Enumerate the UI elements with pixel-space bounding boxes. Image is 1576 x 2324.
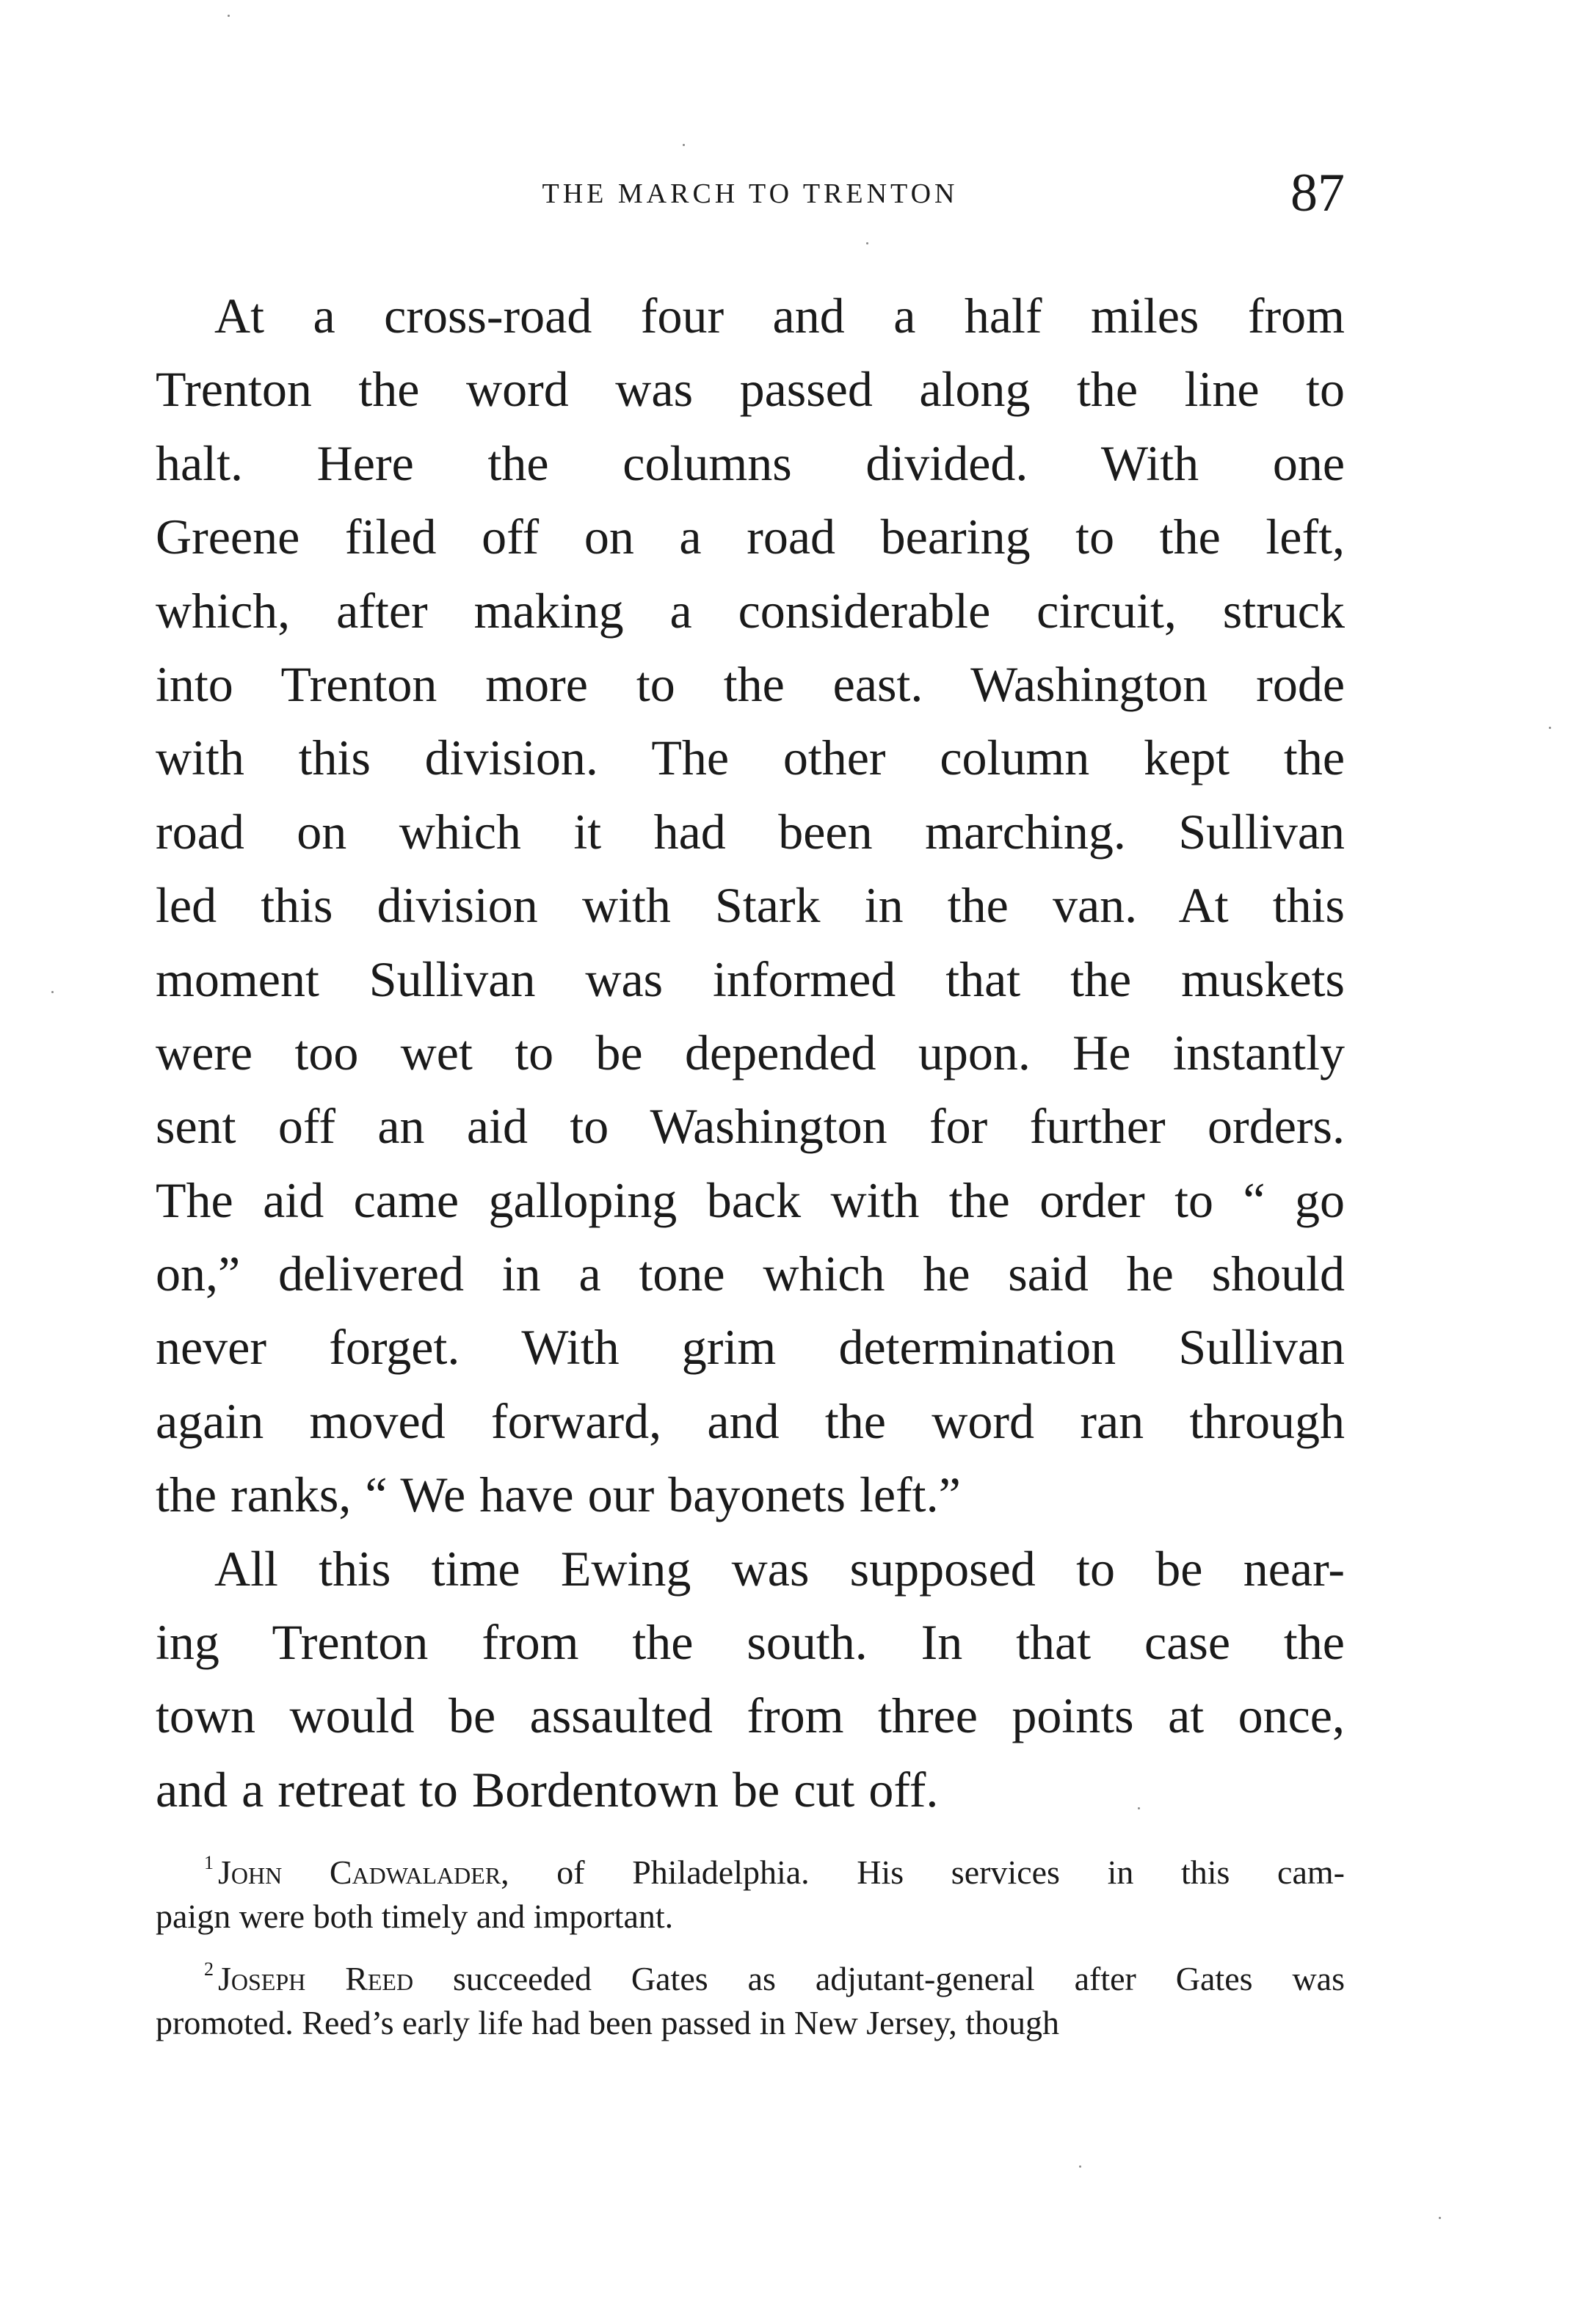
paper-speck	[51, 991, 54, 993]
page-number: 87	[1290, 163, 1345, 223]
text-line: Greene filed off on a road bearing to the left,	[156, 509, 1345, 565]
paper-speck	[1549, 727, 1551, 729]
footnote-line	[156, 1841, 1345, 1895]
text-line: town would be assaulted from three points at once,	[156, 1688, 1345, 1744]
footnote-marker: 1	[204, 1852, 214, 1873]
body-text	[156, 279, 1345, 1826]
paper-speck	[228, 15, 230, 17]
footnote-text: , of Philadelphia. His services in this cam-	[501, 1853, 1345, 1891]
paper-speck	[866, 242, 868, 244]
text-line: with this division. The other column kept the	[156, 730, 1345, 786]
text-line: and a retreat to Bordentown be cut off.	[156, 1761, 939, 1818]
footnote-marker: 2	[204, 1958, 214, 1980]
footnote-2	[156, 1947, 1345, 2045]
paper-speck	[1439, 2217, 1441, 2219]
text-line: into Trenton more to the east. Washington rode	[156, 656, 1345, 712]
text-line: road on which it had been marching. Sullivan	[156, 803, 1345, 860]
running-head	[156, 163, 1345, 229]
text-line: the ranks, “ We have our bayonets left.”	[156, 1467, 961, 1523]
footnotes	[156, 1841, 1345, 2054]
text-line: were too wet to be depended upon. He instantly	[156, 1024, 1345, 1081]
running-title: THE MARCH TO TRENTON	[542, 178, 959, 209]
text-line: The aid came galloping back with the order to “ go	[156, 1172, 1345, 1228]
text-line: At a cross-road four and a half miles from	[214, 288, 1345, 344]
paper-speck	[1138, 1807, 1140, 1809]
footnote-line: promoted. Reed’s early life had been passed in New Jersey, though	[156, 2004, 1059, 2041]
paper-speck	[1079, 2165, 1081, 2168]
footnote-text: succeeded Gates as adjutant-general after Gates was	[413, 1960, 1345, 1997]
paragraph-2	[156, 1532, 1345, 1827]
footnote-line: paign were both timely and important.	[156, 1898, 674, 1935]
paper-speck	[683, 144, 685, 146]
footnote-1	[156, 1841, 1345, 1939]
text-line: ing Trenton from the south. In that case the	[156, 1614, 1345, 1671]
text-line: halt. Here the columns divided. With one	[156, 435, 1345, 491]
text-line: on,” delivered in a tone which he said he should	[156, 1246, 1345, 1302]
text-line: which, after making a considerable circuit, struck	[156, 582, 1345, 639]
text-line: moment Sullivan was informed that the muskets	[156, 951, 1345, 1007]
text-line: again moved forward, and the word ran through	[156, 1392, 1345, 1449]
text-line: sent off an aid to Washington for further orders.	[156, 1098, 1345, 1155]
footnote-line	[156, 1947, 1345, 2001]
footnote-name: Joseph Reed	[218, 1960, 414, 1997]
text-line: never forget. With grim determination Sullivan	[156, 1319, 1345, 1376]
footnote-name: John Cadwalader	[218, 1853, 501, 1891]
text-line: All this time Ewing was supposed to be near-	[214, 1540, 1345, 1597]
text-line: led this division with Stark in the van. At this	[156, 877, 1345, 934]
text-line: Trenton the word was passed along the line to	[156, 361, 1345, 418]
paragraph-1	[156, 279, 1345, 1532]
